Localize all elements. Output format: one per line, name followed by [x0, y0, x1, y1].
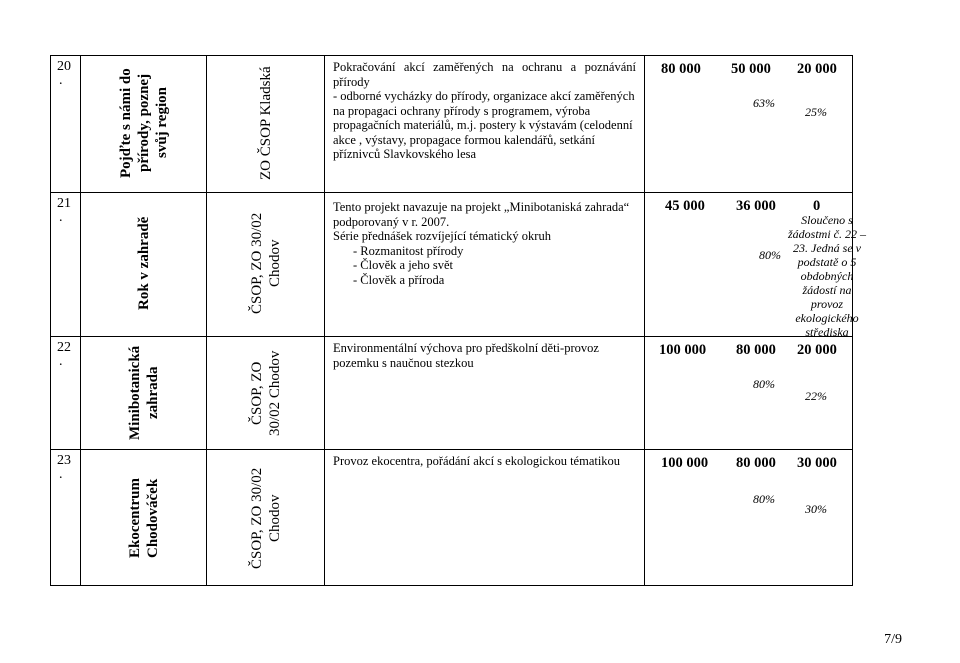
grant-percent: 80% [753, 377, 775, 391]
project-title: Ekocentrum Chodováček [126, 478, 161, 558]
project-description: Tento projekt navazuje na projekt „Minibotaniská zahrada“ podporovaný v r. 2007. Série přednášek rozvíjející tématický okruh - Rozmanitost přírody - Člověk a jeho svět - Člověk a příroda [333, 200, 630, 287]
organizer: ČSOP, ZO 30/02 Chodov [248, 212, 283, 314]
request-percent: 30% [805, 502, 827, 516]
grant-percent: 80% [753, 492, 775, 506]
project-title: Pojďte s námi do přírody, poznej svůj region [117, 68, 170, 178]
table-row [51, 450, 852, 585]
row-number: 23 . [57, 453, 71, 482]
request-amount: 20 000 [797, 342, 837, 358]
grant-amount: 80 000 [736, 455, 776, 471]
grant-amount: 50 000 [731, 61, 771, 77]
grant-amount: 80 000 [736, 342, 776, 358]
total-amount: 100 000 [661, 455, 709, 471]
row-number: 20 . [57, 59, 71, 88]
total-amount: 80 000 [661, 61, 701, 77]
table-row [51, 56, 852, 193]
project-title: Rok v zahradě [135, 216, 152, 310]
request-percent: 22% [805, 389, 827, 403]
row-number: 21 . [57, 196, 71, 225]
total-amount: 45 000 [665, 198, 705, 214]
grant-table [50, 55, 866, 586]
page-number: 7/9 [884, 632, 902, 647]
grant-percent: 80% [759, 248, 781, 262]
table-row [51, 193, 866, 339]
table-row [51, 337, 852, 450]
grant-amount: 36 000 [736, 198, 776, 214]
grant-percent: 63% [753, 96, 775, 110]
project-description: Pokračování akcí zaměřených na ochranu a poznávání přírody - odborné vycházky do přírody, organizace akcí zaměřených na propagaci ochrany přírody s programem, výroba propagačních materiálů, m.j. postery k výstavám (celodenní akce , výstavy, propagace formou kalendářů, setkání příznivců Slavkovského lesa [333, 60, 636, 161]
request-note: Sloučeno s žádostmi č. 22 – 23. Jedná se v podstatě o 5 obdobných žádostí na provoz ekologického střediska [788, 213, 866, 339]
organizer: ZO ČSOP Kladská [257, 66, 274, 180]
request-percent: 25% [805, 105, 827, 119]
project-description: Provoz ekocentra, pořádání akcí s ekologickou tématikou [333, 454, 621, 468]
row-number: 22 . [57, 340, 71, 369]
organizer: ČSOP, ZO 30/02 Chodov [248, 467, 283, 569]
request-amount: 0 [813, 198, 821, 214]
request-amount: 20 000 [797, 61, 837, 77]
organizer: ČSOP, ZO 30/02 Chodov [248, 350, 283, 436]
request-amount: 30 000 [797, 455, 837, 471]
total-amount: 100 000 [659, 342, 707, 358]
project-description: Environmentální výchova pro předškolní děti-provoz pozemku s naučnou stezkou [333, 341, 599, 370]
project-title: Minibotanická zahrada [126, 345, 161, 441]
